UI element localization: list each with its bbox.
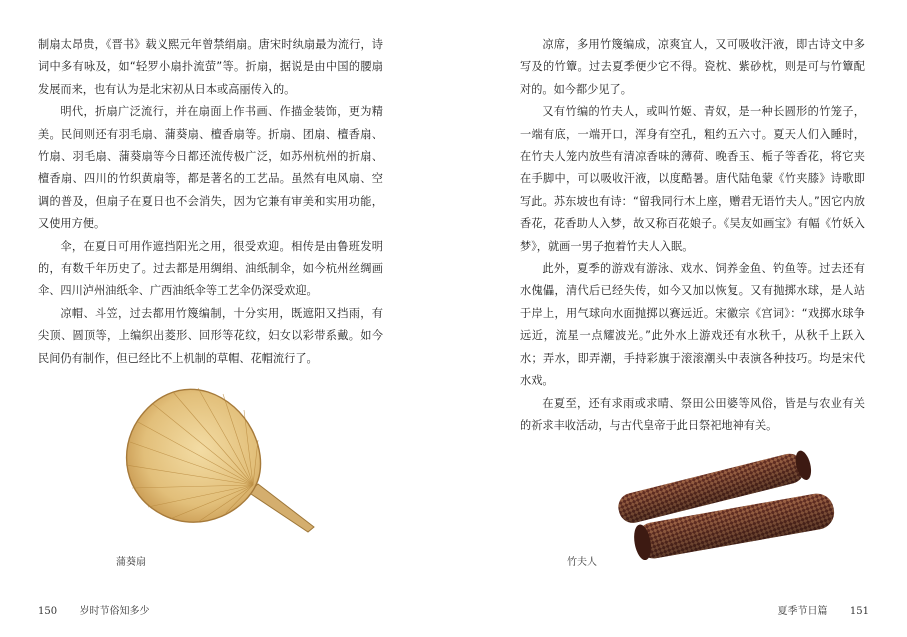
- paragraph: 凉帽、斗笠，过去都用竹篾编制，十分实用，既遮阳又挡雨，有尖顶、圆顶等，上编织出菱形、回形等花纹，妇女以彩带系戴。如今民间仍有制作，但已经比不上机制的草帽、花帽流行了。: [38, 306, 383, 365]
- right-body-text: [520, 34, 865, 437]
- paragraph: 伞，在夏日可用作遮挡阳光之用，很受欢迎。相传是由鲁班发明的，有数千年历史了。过去都是用绸绢、油纸制伞，如今杭州丝绸画伞、四川泸州油纸伞、广西油纸伞等工艺伞仍深受欢迎。: [38, 239, 383, 298]
- running-title: 岁时节俗知多少: [79, 606, 150, 617]
- bamboo-wife-illustration: [605, 450, 845, 560]
- paragraph: 明代，折扇广泛流行，并在扇面上作书画、作描金装饰，更为精美。民间则还有羽毛扇、蒲葵扇、檀香扇等。折扇、团扇、檀香扇、竹扇、羽毛扇、蒲葵扇等今日都还流传极广泛，如苏州杭州的折扇、檀香扇、四川的竹织黄扇等，都是著名的工艺品。虽然有电风扇、空调的普及，但扇子在夏日也不会消失，因为它兼有审美和实用功能，又使用方便。: [38, 105, 383, 231]
- paragraph: 凉席，多用竹篾编成，凉爽宜人，又可吸收汗液，即古诗文中多写及的竹簟。过去夏季便少它不得。瓷枕、紫砂枕，则是可与竹簟配对的。如今都少见了。: [520, 38, 865, 96]
- bamboo-wife-caption: 竹夫人: [567, 557, 597, 568]
- paragraph: 又有竹编的竹夫人，或叫竹姬、青奴，是一种长圆形的竹笼子，一端有底，一端开口，浑身有空孔，粗约五六寸。夏天人们入睡时，在竹夫人笼内放些有清凉香味的薄荷、晚香玉、栀子等香花，将它夹在手脚中，可以吸收汗液，以度酷暑。唐代陆龟蒙《竹夹膝》诗歌即写此。苏东坡也有诗：“留我同行木上座，赠君无语竹夫人。”因它内放香花，花香助人入梦，故又称百花娘子。《吴友如画宝》有幅《竹妖入梦》，就画一男子抱着竹夫人入眠。: [520, 105, 865, 253]
- paragraph: 在夏至，还有求雨或求晴、祭田公田婆等风俗，皆是与农业有关的祈求丰收活动，与古代皇帝于此日祭祀地神有关。: [520, 396, 865, 432]
- left-body-text: [38, 34, 383, 370]
- right-page: [453, 0, 907, 637]
- left-footer: [38, 602, 149, 617]
- paragraph: 制扇太昂贵，《晋书》载义熙元年曾禁绢扇。唐宋时纨扇最为流行，诗词中多有咏及，如“轻罗小扇扑流萤”等。折扇，据说是由中国的腰扇发展而来，也有认为是北宋初从日本或高丽传入的。: [38, 38, 383, 96]
- page-number: 151: [849, 606, 869, 617]
- palm-leaf-fan-illustration: [108, 380, 338, 550]
- right-footer: [778, 602, 869, 617]
- running-title: 夏季节日篇: [777, 606, 828, 617]
- fan-caption: 蒲葵扇: [116, 557, 146, 568]
- left-page: [0, 0, 453, 637]
- page-number: 150: [38, 606, 58, 617]
- paragraph: 此外，夏季的游戏有游泳、戏水、饲养金鱼、钓鱼等。过去还有水傀儡，清代后已经失传，如今又加以恢复。又有抛掷水球，是人站于岸上，用气球向水面抛掷以赛远近。宋徽宗《宫词》：“戏掷水球争远近，流星一点耀波光。”此外水上游戏还有水秋千，从秋千上跃入水；弄水，即弄潮，手持彩旗于滚滚潮头中表演各种技巧。均是宋代水戏。: [520, 262, 865, 388]
